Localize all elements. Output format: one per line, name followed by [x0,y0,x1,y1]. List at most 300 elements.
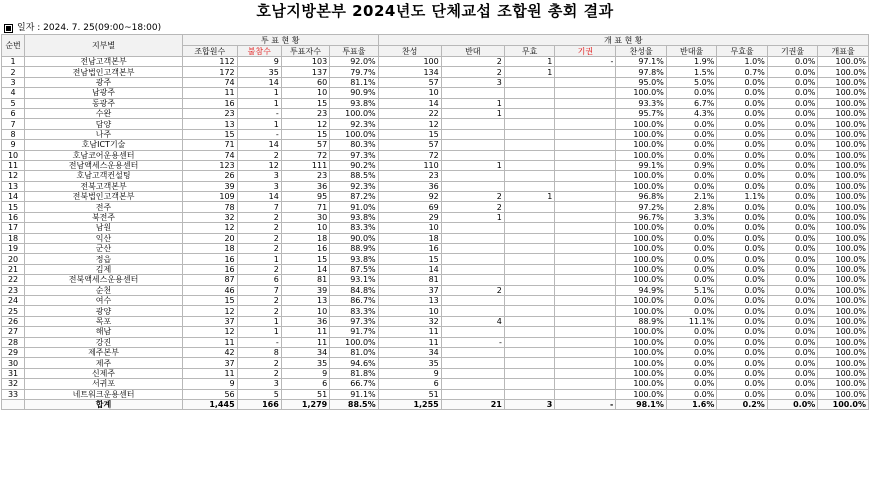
table-row [2,67,869,77]
cell-abstain-rate: 0.0% [767,108,817,118]
cell-invalid [504,295,554,305]
cell-branch: 합계 [25,399,183,409]
cell-abstain-rate: 0.0% [767,316,817,326]
table-row [2,254,869,264]
cell-branch: 제주 [25,358,183,368]
cell-vote-rate: 88.9% [330,244,378,254]
cell-invalid: 1 [504,192,554,202]
cell-abstain-rate: 0.0% [767,275,817,285]
cell-nonvote: 5 [237,389,281,399]
cell-yes-rate: 95.7% [616,108,666,118]
cell-invalid-rate: 0.0% [717,275,767,285]
cell-invalid-rate: 0.0% [717,254,767,264]
cell-no-rate: 5.0% [666,77,716,87]
table-row [2,212,869,222]
cell-yes: 36 [378,181,441,191]
cell-yes: 37 [378,285,441,295]
cell-members: 78 [182,202,237,212]
cell-nonvote: 2 [237,264,281,274]
total-row [2,399,869,409]
cell-branch: 목포 [25,316,183,326]
cell-invalid [504,129,554,139]
cell-yes: 51 [378,389,441,399]
cell-abstain [555,337,616,347]
cell-voters: 15 [281,129,329,139]
cell-members: 46 [182,285,237,295]
cell-count-rate: 100.0% [818,368,869,378]
cell-vote-rate: 88.5% [330,399,378,409]
cell-abstain [555,171,616,181]
cell-voters: 72 [281,150,329,160]
cell-count-rate: 100.0% [818,108,869,118]
cell-invalid-rate: 0.0% [717,88,767,98]
cell-members: 16 [182,98,237,108]
cell-invalid [504,171,554,181]
table-row [2,223,869,233]
cell-abstain [555,233,616,243]
cell-vote-rate: 86.7% [330,295,378,305]
cell-no: 5 [2,98,25,108]
cell-yes: 57 [378,140,441,150]
cell-members: 123 [182,160,237,170]
cell-voters: 81 [281,275,329,285]
cell-nonvote: 2 [237,368,281,378]
cell-count-rate: 100.0% [818,244,869,254]
cell-vote-rate: 90.9% [330,88,378,98]
cell-invalid: 1 [504,57,554,67]
cell-yes: 14 [378,98,441,108]
cell-yes-rate: 100.0% [616,337,666,347]
cell-yes-rate: 100.0% [616,233,666,243]
cell-no: 33 [2,389,25,399]
cell-count-rate: 100.0% [818,88,869,98]
cell-no-vote [441,129,504,139]
cell-members: 16 [182,254,237,264]
cell-abstain-rate: 0.0% [767,77,817,87]
cell-nonvote: 1 [237,88,281,98]
cell-invalid-rate: 0.0% [717,202,767,212]
cell-no-vote: - [441,337,504,347]
cell-yes-rate: 100.0% [616,254,666,264]
cell-no-rate: 0.0% [666,368,716,378]
cell-abstain-rate: 0.0% [767,119,817,129]
cell-vote-rate: 90.0% [330,233,378,243]
cell-no-vote [441,295,504,305]
cell-no-vote: 3 [441,77,504,87]
cell-invalid-rate: 0.0% [717,150,767,160]
cell-vote-rate: 91.1% [330,389,378,399]
cell-branch: 전남법인고객본부 [25,67,183,77]
cell-invalid [504,275,554,285]
cell-branch: 호남코어운용센터 [25,150,183,160]
cell-yes: 81 [378,275,441,285]
cell-vote-rate: 83.3% [330,223,378,233]
cell-invalid [504,202,554,212]
cell-no-rate: 0.9% [666,160,716,170]
cell-invalid [504,160,554,170]
cell-no-vote [441,379,504,389]
cell-invalid [504,223,554,233]
cell-yes: 29 [378,212,441,222]
cell-no-rate: 0.0% [666,264,716,274]
cell-no-rate: 0.0% [666,275,716,285]
cell-vote-rate: 87.5% [330,264,378,274]
cell-nonvote: 2 [237,223,281,233]
cell-members: 42 [182,347,237,357]
cell-yes-rate: 100.0% [616,244,666,254]
cell-branch: 신제주 [25,368,183,378]
cell-yes-rate: 100.0% [616,358,666,368]
cell-members: 11 [182,88,237,98]
cell-invalid [504,108,554,118]
table-row [2,181,869,191]
cell-members: 12 [182,306,237,316]
cell-yes-rate: 100.0% [616,150,666,160]
cell-abstain [555,316,616,326]
cell-abstain [555,306,616,316]
cell-abstain [555,212,616,222]
cell-abstain [555,223,616,233]
cell-yes-rate: 94.9% [616,285,666,295]
cell-no-vote: 21 [441,399,504,409]
cell-no-rate: 0.0% [666,347,716,357]
cell-branch: 익산 [25,233,183,243]
cell-members: 87 [182,275,237,285]
cell-invalid-rate: 0.0% [717,358,767,368]
cell-invalid [504,327,554,337]
cell-abstain [555,67,616,77]
cell-voters: 18 [281,233,329,243]
table-row [2,285,869,295]
cell-members: 13 [182,119,237,129]
page-title: 호남지방본부 2024년도 단체교섭 조합원 총회 결과 [256,2,614,20]
cell-members: 32 [182,212,237,222]
cell-abstain [555,368,616,378]
cell-voters: 10 [281,306,329,316]
table-row [2,108,869,118]
cell-invalid [504,181,554,191]
cell-abstain-rate: 0.0% [767,181,817,191]
cell-no: 1 [2,57,25,67]
cell-branch: 네트워크운용센터 [25,389,183,399]
cell-no: 7 [2,119,25,129]
cell-no-rate: 0.0% [666,254,716,264]
col-abstain-header: 기권 [555,46,616,57]
date-line [0,22,870,34]
table-row [2,316,869,326]
col-branch-header: 지부별 [25,35,183,57]
cell-count-rate: 100.0% [818,379,869,389]
cell-branch: 호남고객컨설팅 [25,171,183,181]
cell-no: 31 [2,368,25,378]
cell-no-vote [441,389,504,399]
cell-voters: 9 [281,368,329,378]
cell-count-rate: 100.0% [818,275,869,285]
cell-yes: 32 [378,316,441,326]
table-row [2,77,869,87]
cell-invalid-rate: 0.0% [717,306,767,316]
cell-no: 15 [2,202,25,212]
cell-invalid [504,337,554,347]
cell-voters: 71 [281,202,329,212]
cell-branch: 담양 [25,119,183,129]
col-invalid-rate-header: 무효율 [717,46,767,57]
cell-no-vote [441,150,504,160]
cell-branch: 남원 [25,223,183,233]
cell-nonvote: - [237,337,281,347]
cell-vote-rate: 100.0% [330,129,378,139]
cell-yes: 18 [378,233,441,243]
cell-yes-rate: 95.0% [616,77,666,87]
cell-yes: 16 [378,244,441,254]
cell-invalid [504,285,554,295]
cell-yes-rate: 97.1% [616,57,666,67]
cell-yes: 15 [378,254,441,264]
cell-invalid-rate: 0.0% [717,233,767,243]
col-no-vote-header: 반대 [441,46,504,57]
cell-abstain: - [555,399,616,409]
cell-invalid-rate: 0.0% [717,368,767,378]
cell-branch: 전남고객본부 [25,57,183,67]
cell-no-vote: 2 [441,57,504,67]
cell-abstain [555,160,616,170]
cell-no-rate: 0.0% [666,389,716,399]
cell-members: 112 [182,57,237,67]
cell-invalid-rate: 0.0% [717,223,767,233]
cell-no-rate: 0.0% [666,223,716,233]
cell-voters: 16 [281,244,329,254]
cell-no-vote [441,347,504,357]
cell-no: 30 [2,358,25,368]
cell-count-rate: 100.0% [818,192,869,202]
cell-invalid [504,264,554,274]
cell-yes: 15 [378,129,441,139]
cell-yes-rate: 96.7% [616,212,666,222]
cell-no: 13 [2,181,25,191]
cell-branch: 광양 [25,306,183,316]
cell-yes-rate: 100.0% [616,275,666,285]
cell-vote-rate: 83.3% [330,306,378,316]
cell-yes: 23 [378,171,441,181]
cell-count-rate: 100.0% [818,233,869,243]
cell-nonvote: 3 [237,379,281,389]
cell-invalid-rate: 0.0% [717,181,767,191]
cell-yes: 57 [378,77,441,87]
cell-voters: 23 [281,171,329,181]
cell-count-rate: 100.0% [818,160,869,170]
cell-no-rate: 0.0% [666,327,716,337]
cell-yes-rate: 100.0% [616,347,666,357]
cell-members: 1,445 [182,399,237,409]
cell-no: 22 [2,275,25,285]
cell-yes: 11 [378,337,441,347]
cell-no-rate: 6.7% [666,98,716,108]
cell-abstain [555,264,616,274]
table-row [2,171,869,181]
cell-no-vote: 1 [441,108,504,118]
cell-count-rate: 100.0% [818,337,869,347]
cell-no-vote: 2 [441,202,504,212]
cell-count-rate: 100.0% [818,306,869,316]
cell-members: 11 [182,337,237,347]
cell-yes: 110 [378,160,441,170]
cell-no-rate: 5.1% [666,285,716,295]
cell-members: 74 [182,77,237,87]
cell-count-rate: 100.0% [818,212,869,222]
cell-yes: 100 [378,57,441,67]
cell-voters: 11 [281,327,329,337]
cell-abstain [555,254,616,264]
table-row [2,160,869,170]
cell-invalid-rate: 0.0% [717,295,767,305]
cell-invalid [504,347,554,357]
cell-abstain [555,275,616,285]
cell-vote-rate: 81.8% [330,368,378,378]
cell-no: 18 [2,233,25,243]
cell-abstain [555,129,616,139]
cell-invalid: 3 [504,399,554,409]
cell-vote-rate: 90.2% [330,160,378,170]
cell-no-rate: 0.0% [666,119,716,129]
cell-invalid-rate: 0.0% [717,337,767,347]
cell-count-rate: 100.0% [818,77,869,87]
cell-no-rate: 0.0% [666,358,716,368]
cell-abstain [555,389,616,399]
cell-branch: 김제 [25,264,183,274]
cell-vote-rate: 100.0% [330,337,378,347]
cell-no: 10 [2,150,25,160]
cell-branch: 해남 [25,327,183,337]
cell-yes-rate: 100.0% [616,389,666,399]
cell-abstain-rate: 0.0% [767,285,817,295]
cell-no-vote: 2 [441,192,504,202]
cell-voters: 35 [281,358,329,368]
cell-members: 26 [182,171,237,181]
cell-yes-rate: 99.1% [616,160,666,170]
cell-no-vote: 1 [441,160,504,170]
cell-nonvote: 6 [237,275,281,285]
cell-branch: 전남액세스운용센터 [25,160,183,170]
cell-no: 12 [2,171,25,181]
col-nonvote-header: 불참수 [237,46,281,57]
cell-nonvote: 2 [237,306,281,316]
cell-nonvote: 9 [237,57,281,67]
cell-members: 56 [182,389,237,399]
cell-count-rate: 100.0% [818,254,869,264]
cell-abstain [555,77,616,87]
table-row [2,150,869,160]
cell-yes-rate: 97.2% [616,202,666,212]
cell-invalid-rate: 0.0% [717,129,767,139]
table-row [2,202,869,212]
table-row [2,192,869,202]
cell-abstain-rate: 0.0% [767,192,817,202]
table-row [2,119,869,129]
cell-invalid-rate: 0.0% [717,77,767,87]
cell-vote-rate: 81.0% [330,347,378,357]
cell-vote-rate: 87.2% [330,192,378,202]
cell-no-rate: 1.9% [666,57,716,67]
cell-yes: 14 [378,264,441,274]
cell-no-rate: 2.8% [666,202,716,212]
cell-yes-rate: 96.8% [616,192,666,202]
cell-no: 28 [2,337,25,347]
cell-nonvote: 1 [237,316,281,326]
cell-no-vote [441,171,504,181]
cell-count-rate: 100.0% [818,295,869,305]
cell-members: 37 [182,316,237,326]
cell-no-vote [441,368,504,378]
cell-invalid [504,140,554,150]
cell-yes-rate: 100.0% [616,223,666,233]
date-label: 일자 : 2024. 7. 25(09:00~18:00) [17,23,162,33]
cell-voters: 36 [281,316,329,326]
cell-yes-rate: 100.0% [616,171,666,181]
cell-no: 17 [2,223,25,233]
cell-voters: 60 [281,77,329,87]
table-row [2,337,869,347]
cell-abstain-rate: 0.0% [767,337,817,347]
cell-yes: 10 [378,306,441,316]
cell-yes: 10 [378,88,441,98]
cell-no: 16 [2,212,25,222]
cell-invalid [504,150,554,160]
cell-abstain-rate: 0.0% [767,88,817,98]
cell-abstain-rate: 0.0% [767,160,817,170]
table-row [2,140,869,150]
cell-no-rate: 0.0% [666,150,716,160]
cell-count-rate: 100.0% [818,202,869,212]
cell-voters: 51 [281,389,329,399]
cell-no: 21 [2,264,25,274]
cell-invalid [504,98,554,108]
cell-abstain [555,192,616,202]
table-row [2,389,869,399]
cell-count-rate: 100.0% [818,98,869,108]
cell-no [2,399,25,409]
cell-yes-rate: 100.0% [616,129,666,139]
cell-count-rate: 100.0% [818,223,869,233]
cell-yes: 12 [378,119,441,129]
cell-abstain-rate: 0.0% [767,129,817,139]
cell-invalid-rate: 0.0% [717,160,767,170]
cell-invalid-rate: 0.0% [717,171,767,181]
cell-invalid-rate: 0.0% [717,285,767,295]
cell-invalid [504,358,554,368]
cell-abstain-rate: 0.0% [767,389,817,399]
cell-abstain-rate: 0.0% [767,264,817,274]
cell-vote-rate: 100.0% [330,108,378,118]
cell-no: 2 [2,67,25,77]
cell-invalid-rate: 0.2% [717,399,767,409]
cell-nonvote: 1 [237,254,281,264]
cell-nonvote: 7 [237,202,281,212]
cell-abstain [555,98,616,108]
cell-no-vote [441,244,504,254]
cell-nonvote: 2 [237,295,281,305]
cell-members: 15 [182,129,237,139]
cell-invalid-rate: 0.0% [717,379,767,389]
cell-no: 32 [2,379,25,389]
cell-nonvote: 14 [237,140,281,150]
cell-branch: 동광주 [25,98,183,108]
cell-abstain-rate: 0.0% [767,140,817,150]
cell-no-rate: 0.0% [666,337,716,347]
cell-yes: 13 [378,295,441,305]
cell-no-vote [441,254,504,264]
cell-no-rate: 0.0% [666,306,716,316]
cell-invalid-rate: 0.0% [717,347,767,357]
